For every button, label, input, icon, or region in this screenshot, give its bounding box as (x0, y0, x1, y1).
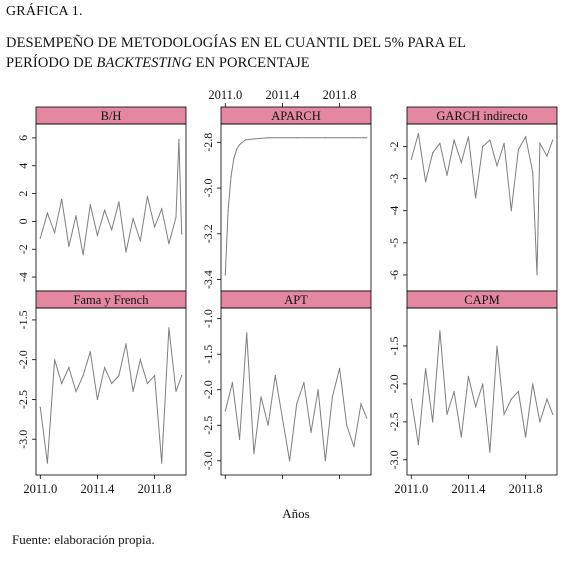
series-line-capm (411, 331, 552, 452)
ytick-label-b-h-3: 2 (16, 190, 30, 197)
series-point-aparch-3 (233, 158, 234, 159)
series-point-aparch-7 (253, 138, 254, 139)
series-point-garch-indirecto-14 (511, 210, 512, 211)
ytick-label-fama-y-french-2: -2.0 (16, 350, 30, 370)
series-point-capm-15 (518, 391, 519, 392)
plot-frame-b-h (36, 124, 186, 291)
series-point-garch-indirecto-15 (518, 149, 519, 150)
series-point-aparch-2 (230, 176, 231, 177)
series-point-apt-9 (289, 460, 290, 461)
series-point-capm-7 (461, 436, 462, 437)
xtick-label-top-aparch-0: 2011.0 (208, 88, 243, 102)
title-italic: BACKTESTING (96, 55, 192, 71)
series-point-aparch-8 (268, 137, 269, 138)
ytick-label-garch-indirecto-0: -6 (387, 269, 401, 280)
series-point-capm-5 (446, 414, 447, 415)
series-point-b-h-19 (175, 217, 176, 218)
series-point-capm-8 (468, 376, 469, 377)
x-axis-label: Años (282, 506, 310, 521)
ytick-label-aparch-3: -2.8 (201, 132, 215, 152)
series-point-apt-16 (339, 368, 340, 369)
series-point-garch-indirecto-10 (482, 146, 483, 147)
series-point-apt-7 (275, 375, 276, 376)
series-point-b-h-15 (147, 196, 148, 197)
series-point-capm-1 (418, 444, 419, 445)
series-point-garch-indirecto-4 (439, 143, 440, 144)
series-point-b-h-12 (125, 251, 126, 252)
figure-label: GRÁFICA 1. (6, 4, 83, 19)
xtick-label-bottom-ff-0: 2011.0 (23, 482, 58, 496)
series-point-capm-3 (432, 421, 433, 422)
series-point-capm-13 (504, 414, 505, 415)
series-point-aparch-6 (245, 139, 246, 140)
ytick-label-apt-0: -3.0 (201, 451, 215, 471)
series-point-apt-3 (246, 332, 247, 333)
series-point-apt-0 (225, 410, 226, 411)
ytick-label-aparch-2: -3.0 (201, 178, 215, 198)
xtick-label-bottom-ff-2: 2011.8 (137, 482, 172, 496)
series-point-apt-8 (282, 418, 283, 419)
ytick-label-capm-0: -3.0 (387, 450, 401, 470)
series-point-b-h-7 (90, 204, 91, 205)
series-point-b-h-10 (111, 229, 112, 230)
series-point-garch-indirecto-3 (432, 152, 433, 153)
series-point-fama-y-french-9 (104, 367, 105, 368)
series-point-apt-19 (360, 403, 361, 404)
series-point-capm-14 (511, 399, 512, 400)
panel-aparch (201, 107, 371, 291)
series-point-capm-19 (546, 399, 547, 400)
series-point-apt-2 (239, 439, 240, 440)
series-point-garch-indirecto-19 (539, 143, 540, 144)
series-point-garch-indirecto-13 (504, 143, 505, 144)
series-point-capm-2 (425, 368, 426, 369)
strip-label-apt: APT (284, 293, 308, 307)
series-point-apt-14 (325, 460, 326, 461)
series-point-apt-18 (353, 446, 354, 447)
panel-fama-y-french (16, 291, 186, 475)
series-point-b-h-18 (168, 243, 169, 244)
series-point-b-h-14 (140, 240, 141, 241)
series-point-capm-4 (439, 330, 440, 331)
ytick-label-aparch-1: -3.2 (201, 224, 215, 244)
ytick-label-b-h-4: 4 (16, 162, 30, 169)
ytick-label-apt-3: -1.5 (201, 344, 215, 364)
series-point-fama-y-french-18 (168, 327, 169, 328)
series-point-fama-y-french-3 (61, 383, 62, 384)
ytick-label-aparch-0: -3.4 (201, 270, 215, 290)
series-point-fama-y-french-16 (154, 375, 155, 376)
series-line-garch-indirecto (411, 134, 552, 275)
series-point-fama-y-french-2 (54, 359, 55, 360)
plot-frame-aparch (221, 124, 371, 291)
series-point-fama-y-french-7 (90, 351, 91, 352)
series-point-apt-12 (310, 432, 311, 433)
ytick-label-garch-indirecto-1: -5 (387, 237, 401, 248)
series-point-aparch-0 (225, 274, 226, 275)
series-point-aparch-1 (228, 210, 229, 211)
series-point-fama-y-french-17 (161, 463, 162, 464)
series-point-garch-indirecto-7 (461, 162, 462, 163)
plot-frame-fama-y-french (36, 308, 186, 475)
series-point-garch-indirecto-12 (496, 165, 497, 166)
strip-label-garch-indirecto: GARCH indirecto (436, 109, 528, 123)
series-point-b-h-4 (68, 246, 69, 247)
series-point-b-h-16 (154, 226, 155, 227)
series-line-aparch (225, 138, 366, 275)
series-point-apt-1 (232, 382, 233, 383)
series-point-b-h-8 (97, 235, 98, 236)
ytick-label-apt-2: -2.0 (201, 380, 215, 400)
series-point-b-h-9 (104, 210, 105, 211)
series-line-b-h (40, 139, 181, 255)
series-point-fama-y-french-15 (147, 383, 148, 384)
ytick-label-apt-4: -1.0 (201, 309, 215, 329)
ytick-label-garch-indirecto-2: -4 (387, 205, 401, 216)
series-point-capm-20 (552, 414, 553, 415)
series-point-capm-6 (454, 391, 455, 392)
plot-frame-apt (221, 308, 371, 475)
series-point-capm-9 (475, 406, 476, 407)
source-note: Fuente: elaboración propia. (12, 532, 155, 547)
series-point-aparch-9 (296, 137, 297, 138)
series-point-capm-18 (539, 421, 540, 422)
ytick-label-capm-2: -2.0 (387, 374, 401, 394)
panel-b-h (16, 107, 186, 291)
series-point-b-h-1 (47, 213, 48, 214)
series-point-apt-17 (346, 425, 347, 426)
series-point-aparch-4 (236, 149, 237, 150)
xtick-label-top-aparch-2: 2011.8 (322, 88, 357, 102)
series-point-fama-y-french-8 (97, 399, 98, 400)
series-point-b-h-21 (181, 233, 182, 234)
series-point-garch-indirecto-5 (446, 175, 447, 176)
xtick-label-bottom-capm-2: 2011.8 (508, 482, 543, 496)
series-point-capm-10 (482, 383, 483, 384)
strip-label-fama-y-french: Fama y French (73, 293, 149, 307)
ytick-label-garch-indirecto-4: -2 (387, 141, 401, 152)
series-point-garch-indirecto-9 (475, 197, 476, 198)
panel-apt (201, 291, 371, 475)
series-point-garch-indirecto-16 (525, 136, 526, 137)
series-point-aparch-11 (353, 137, 354, 138)
series-point-apt-15 (332, 396, 333, 397)
series-point-b-h-6 (83, 254, 84, 255)
series-point-garch-indirecto-2 (425, 181, 426, 182)
ytick-label-fama-y-french-0: -3.0 (16, 429, 30, 449)
ytick-label-fama-y-french-3: -1.5 (16, 310, 30, 330)
series-point-fama-y-french-6 (83, 375, 84, 376)
series-point-capm-16 (525, 436, 526, 437)
series-point-capm-11 (489, 452, 490, 453)
xtick-label-top-aparch-1: 2011.4 (265, 88, 300, 102)
series-point-b-h-0 (40, 238, 41, 239)
series-point-capm-17 (532, 383, 533, 384)
series-point-garch-indirecto-21 (552, 140, 553, 141)
ytick-label-b-h-2: 0 (16, 218, 30, 225)
series-point-garch-indirecto-1 (418, 133, 419, 134)
series-point-fama-y-french-10 (111, 383, 112, 384)
series-point-garch-indirecto-17 (532, 172, 533, 173)
series-point-apt-5 (260, 396, 261, 397)
series-point-fama-y-french-4 (68, 367, 69, 368)
series-point-aparch-5 (239, 144, 240, 145)
series-point-garch-indirecto-11 (489, 140, 490, 141)
strip-label-capm: CAPM (464, 293, 500, 307)
series-point-fama-y-french-12 (125, 343, 126, 344)
series-point-b-h-20 (178, 139, 179, 140)
ytick-label-b-h-0: -4 (16, 272, 30, 283)
series-point-b-h-5 (75, 215, 76, 216)
series-point-apt-4 (253, 453, 254, 454)
title-line-2b: EN PORCENTAJE (195, 55, 310, 71)
ytick-label-garch-indirecto-3: -3 (387, 173, 401, 184)
series-point-capm-12 (496, 345, 497, 346)
series-point-fama-y-french-1 (47, 463, 48, 464)
xtick-label-bottom-capm-1: 2011.4 (451, 482, 486, 496)
series-point-b-h-2 (54, 232, 55, 233)
series-point-capm-0 (411, 399, 412, 400)
series-point-fama-y-french-19 (175, 391, 176, 392)
series-point-apt-6 (268, 425, 269, 426)
series-line-apt (225, 333, 366, 461)
panel-capm (387, 291, 557, 475)
ytick-label-capm-1: -2.5 (387, 412, 401, 432)
series-point-fama-y-french-5 (75, 391, 76, 392)
series-point-fama-y-french-14 (140, 359, 141, 360)
title-line-2a: PERÍODO DE (6, 55, 93, 71)
series-point-fama-y-french-0 (40, 407, 41, 408)
ytick-label-apt-1: -2.5 (201, 415, 215, 435)
series-point-garch-indirecto-18 (536, 274, 537, 275)
series-point-apt-13 (318, 389, 319, 390)
series-point-apt-20 (366, 418, 367, 419)
ytick-label-capm-3: -1.5 (387, 336, 401, 356)
strip-label-b-h: B/H (100, 109, 122, 123)
series-point-b-h-17 (161, 208, 162, 209)
xtick-label-bottom-capm-0: 2011.0 (394, 482, 429, 496)
ytick-label-b-h-1: -2 (16, 244, 30, 255)
series-point-b-h-13 (133, 218, 134, 219)
series-point-apt-10 (296, 403, 297, 404)
series-point-b-h-3 (61, 199, 62, 200)
series-point-fama-y-french-13 (133, 391, 134, 392)
series-line-fama-y-french (40, 328, 181, 463)
series-point-aparch-10 (325, 137, 326, 138)
series-point-aparch-12 (366, 137, 367, 138)
panel-garch-indirecto (387, 107, 557, 291)
series-point-garch-indirecto-0 (411, 159, 412, 160)
xtick-label-bottom-ff-1: 2011.4 (80, 482, 115, 496)
ytick-label-b-h-5: 6 (16, 134, 30, 141)
strip-label-aparch: APARCH (271, 109, 321, 123)
series-point-garch-indirecto-6 (454, 140, 455, 141)
series-point-fama-y-french-11 (118, 375, 119, 376)
series-point-fama-y-french-20 (181, 375, 182, 376)
series-point-garch-indirecto-20 (546, 156, 547, 157)
series-point-garch-indirecto-8 (468, 136, 469, 137)
title-line-1: DESEMPEÑO DE METODOLOGÍAS EN EL CUANTIL DEL 5% PARA EL (6, 35, 467, 51)
ytick-label-fama-y-french-1: -2.5 (16, 389, 30, 409)
series-point-b-h-11 (118, 201, 119, 202)
series-point-apt-11 (303, 382, 304, 383)
